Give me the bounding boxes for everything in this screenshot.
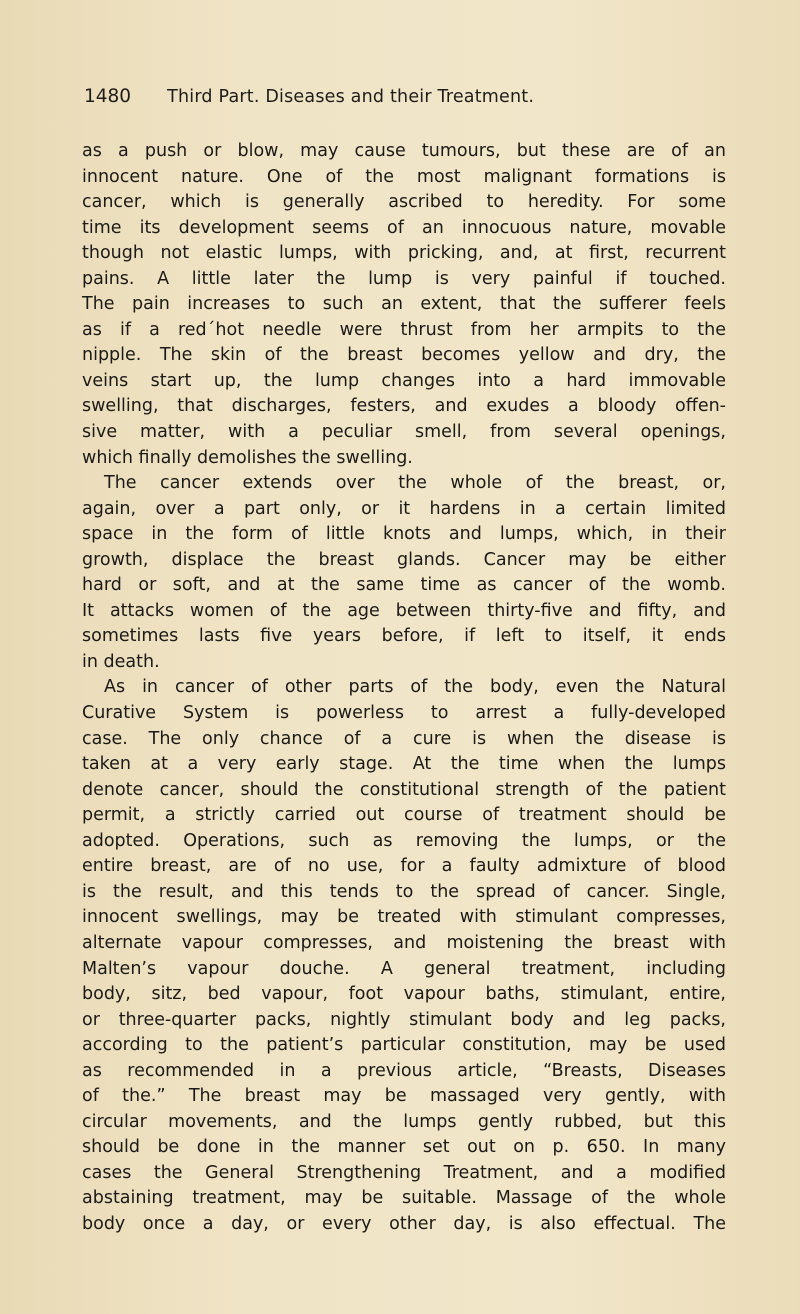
text-line: case. The only chance of a cure is when the disease is bbox=[82, 728, 726, 749]
text-line: abstaining treatment, may be suitable. Massage of the whole bbox=[82, 1188, 726, 1209]
body-text bbox=[82, 139, 726, 1238]
text-line: Curative System is powerless to arrest a fully-developed bbox=[82, 703, 726, 724]
text-line: which finally demolishes the swelling. bbox=[82, 447, 413, 468]
text-line: should be done in the manner set out on p. 650. In many bbox=[82, 1137, 726, 1158]
text-line: entire breast, are of no use, for a faulty admixture of blood bbox=[82, 856, 726, 877]
running-head bbox=[84, 86, 724, 114]
text-line: pains. A little later the lump is very painful if touched. bbox=[82, 268, 726, 289]
text-line: denote cancer, should the constitutional strength of the patient bbox=[82, 779, 726, 800]
text-line: nipple. The skin of the breast becomes yellow and dry, the bbox=[82, 345, 726, 366]
text-line: is the result, and this tends to the spread of cancer. Single, bbox=[82, 881, 726, 902]
text-line: as if a red´hot needle were thrust from her armpits to the bbox=[82, 319, 726, 340]
text-line: as a push or blow, may cause tumours, but these are of an bbox=[82, 141, 726, 161]
text-line: of the.” The breast may be massaged very gently, with bbox=[82, 1086, 726, 1107]
text-line: body once a day, or every other day, is also effectual. The bbox=[82, 1213, 726, 1234]
text-line: adopted. Operations, such as removing the lumps, or the bbox=[82, 830, 726, 851]
text-line: alternate vapour compresses, and moistening the breast with bbox=[82, 932, 726, 953]
text-line: taken at a very early stage. At the time when the lumps bbox=[82, 754, 726, 775]
text-line: though not elastic lumps, with pricking, and, at first, recurrent bbox=[82, 243, 726, 264]
text-line: as recommended in a previous article, “Breasts, Diseases bbox=[82, 1060, 726, 1081]
text-line: It attacks women of the age between thirty-five and fifty, and bbox=[82, 600, 726, 621]
text-line: again, over a part only, or it hardens in a certain limited bbox=[82, 498, 726, 519]
paragraph-start-line: As in cancer of other parts of the body, even the Natural bbox=[104, 677, 726, 698]
text-line: sometimes lasts five years before, if left to itself, it ends bbox=[82, 626, 726, 647]
text-line: The pain increases to such an extent, that the sufferer feels bbox=[82, 294, 726, 315]
text-line: cancer, which is generally ascribed to heredity. For some bbox=[82, 192, 726, 213]
text-line: in death. bbox=[82, 651, 160, 672]
text-line: veins start up, the lump changes into a hard immovable bbox=[82, 370, 726, 391]
text-line: swelling, that discharges, festers, and exudes a bloody offen- bbox=[82, 396, 726, 417]
text-line: sive matter, with a peculiar smell, from several openings, bbox=[82, 422, 726, 443]
text-line: according to the patient’s particular constitution, may be used bbox=[82, 1035, 726, 1056]
running-title: Third Part. Diseases and their Treatment. bbox=[167, 87, 535, 107]
text-line: body, sitz, bed vapour, foot vapour baths, stimulant, entire, bbox=[82, 984, 726, 1005]
text-line: circular movements, and the lumps gently rubbed, but this bbox=[82, 1111, 726, 1132]
text-line: space in the form of little knots and lumps, which, in their bbox=[82, 524, 726, 545]
text-line: time its development seems of an innocuous nature, movable bbox=[82, 217, 726, 238]
text-line: hard or soft, and at the same time as cancer of the womb. bbox=[82, 575, 726, 596]
text-line: or three-quarter packs, nightly stimulant body and leg packs, bbox=[82, 1009, 726, 1030]
text-line: Malten’s vapour douche. A general treatment, including bbox=[82, 958, 726, 979]
text-line: innocent swellings, may be treated with stimulant compresses, bbox=[82, 907, 726, 928]
text-line: permit, a strictly carried out course of treatment should be bbox=[82, 805, 726, 826]
text-line: innocent nature. One of the most malignant formations is bbox=[82, 166, 726, 187]
paragraph-start-line: The cancer extends over the whole of the breast, or, bbox=[104, 473, 726, 494]
text-line: growth, displace the breast glands. Cancer may be either bbox=[82, 549, 726, 570]
text-line: cases the General Strengthening Treatment, and a modified bbox=[82, 1162, 726, 1183]
page-number: 1480 bbox=[84, 86, 132, 107]
